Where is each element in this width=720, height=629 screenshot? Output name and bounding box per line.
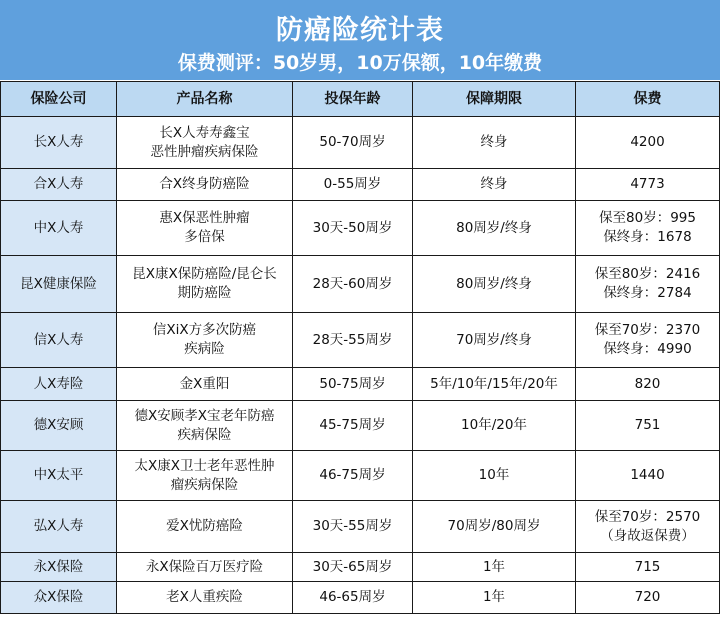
premium-line: 保至70岁：2370 xyxy=(594,322,701,338)
premium-line: 保至80岁：2416 xyxy=(594,266,701,282)
table-row xyxy=(1,401,720,451)
premium-line: 保终身：4990 xyxy=(603,341,692,357)
premium-line: 1440 xyxy=(630,467,665,483)
column-header-company: 保险公司 xyxy=(1,82,117,117)
premium-cell xyxy=(576,582,720,614)
table-row xyxy=(1,313,720,368)
table-header-row xyxy=(1,82,720,117)
company-cell: 信X人寿 xyxy=(1,313,117,368)
premium-line: 720 xyxy=(634,589,661,605)
table-row xyxy=(1,451,720,501)
product-cell xyxy=(117,368,293,401)
term-cell: 70周岁/终身 xyxy=(413,313,576,368)
product-name-line: 多倍保 xyxy=(184,229,225,245)
premium-cell xyxy=(576,401,720,451)
premium-cell xyxy=(576,368,720,401)
term-cell: 10年/20年 xyxy=(413,401,576,451)
premium-line: 保至80岁：995 xyxy=(599,210,696,226)
premium-line: 4200 xyxy=(630,134,665,150)
product-cell xyxy=(117,256,293,313)
company-cell: 昆X健康保险 xyxy=(1,256,117,313)
premium-line: 保终身：2784 xyxy=(603,285,692,301)
company-cell: 中X人寿 xyxy=(1,201,117,256)
product-cell xyxy=(117,451,293,501)
product-cell xyxy=(117,582,293,614)
term-cell: 80周岁/终身 xyxy=(413,201,576,256)
age-cell: 50-70周岁 xyxy=(293,117,413,169)
age-cell: 30天-50周岁 xyxy=(293,201,413,256)
table-row xyxy=(1,256,720,313)
product-cell xyxy=(117,117,293,169)
company-cell: 人X寿险 xyxy=(1,368,117,401)
product-name-line: 昆X康X保防癌险/昆仑长 xyxy=(132,266,277,282)
company-cell: 中X太平 xyxy=(1,451,117,501)
age-cell: 50-75周岁 xyxy=(293,368,413,401)
page-title: 防癌险统计表 xyxy=(276,15,444,46)
stats-table xyxy=(0,81,720,614)
product-name-line: 老X人重疾险 xyxy=(166,589,243,605)
company-cell: 弘X人寿 xyxy=(1,501,117,553)
product-cell xyxy=(117,501,293,553)
premium-cell xyxy=(576,451,720,501)
title-banner xyxy=(0,0,720,80)
product-name-line: 期防癌险 xyxy=(177,285,232,301)
term-cell: 终身 xyxy=(413,169,576,201)
column-header-age: 投保年龄 xyxy=(293,82,413,117)
premium-line: 保终身：1678 xyxy=(603,229,692,245)
term-cell: 终身 xyxy=(413,117,576,169)
product-cell xyxy=(117,553,293,582)
product-name-line: 爱X忧防癌险 xyxy=(166,518,243,534)
product-name-line: 疾病险 xyxy=(184,341,225,357)
product-name-line: 瘤疾病保险 xyxy=(170,476,239,493)
premium-cell xyxy=(576,169,720,201)
product-name-line: 德X安顾孝X宝老年防癌 xyxy=(134,407,275,424)
age-cell: 28天-60周岁 xyxy=(293,256,413,313)
term-cell: 80周岁/终身 xyxy=(413,256,576,313)
product-name-line: 长X人寿寿鑫宝 xyxy=(159,124,250,141)
table-row xyxy=(1,169,720,201)
premium-cell xyxy=(576,256,720,313)
product-name-line: 合X终身防癌险 xyxy=(159,176,250,192)
premium-line: 751 xyxy=(634,417,661,433)
age-cell: 46-65周岁 xyxy=(293,582,413,614)
table-row xyxy=(1,117,720,169)
premium-cell xyxy=(576,501,720,553)
premium-line: （身故返保费） xyxy=(600,527,695,544)
product-name-line: 金X重阳 xyxy=(179,375,230,392)
product-name-line: 永X保险百万医疗险 xyxy=(145,558,264,575)
product-cell xyxy=(117,201,293,256)
product-cell xyxy=(117,401,293,451)
table-row xyxy=(1,501,720,553)
product-name-line: 疾病保险 xyxy=(177,426,232,443)
product-name-line: 恶性肿瘤疾病保险 xyxy=(150,143,259,160)
premium-line: 4773 xyxy=(630,176,665,192)
company-cell: 众X保险 xyxy=(1,582,117,614)
premium-line: 820 xyxy=(634,375,661,392)
table-body xyxy=(1,117,720,614)
company-cell: 永X保险 xyxy=(1,553,117,582)
product-cell xyxy=(117,313,293,368)
product-name-line: 信XiX方多次防癌 xyxy=(152,322,257,338)
company-cell: 德X安顾 xyxy=(1,401,117,451)
premium-cell xyxy=(576,201,720,256)
age-cell: 30天-65周岁 xyxy=(293,553,413,582)
term-cell: 10年 xyxy=(413,451,576,501)
product-name-line: 太X康X卫士老年恶性肿 xyxy=(134,457,275,474)
table-row xyxy=(1,582,720,614)
column-header-term: 保障期限 xyxy=(413,82,576,117)
column-header-premium: 保费 xyxy=(576,82,720,117)
page-subtitle: 保费测评：50岁男，10万保额，10年缴费 xyxy=(177,52,543,74)
term-cell: 1年 xyxy=(413,553,576,582)
column-header-product: 产品名称 xyxy=(117,82,293,117)
term-cell: 1年 xyxy=(413,582,576,614)
premium-cell xyxy=(576,117,720,169)
table-row xyxy=(1,553,720,582)
age-cell: 46-75周岁 xyxy=(293,451,413,501)
age-cell: 0-55周岁 xyxy=(293,169,413,201)
company-cell: 长X人寿 xyxy=(1,117,117,169)
age-cell: 28天-55周岁 xyxy=(293,313,413,368)
age-cell: 30天-55周岁 xyxy=(293,501,413,553)
product-name-line: 惠X保恶性肿瘤 xyxy=(159,210,250,226)
age-cell: 45-75周岁 xyxy=(293,401,413,451)
premium-line: 715 xyxy=(634,558,661,575)
premium-cell xyxy=(576,313,720,368)
table-row xyxy=(1,368,720,401)
product-cell xyxy=(117,169,293,201)
table-row xyxy=(1,201,720,256)
premium-cell xyxy=(576,553,720,582)
premium-line: 保至70岁：2570 xyxy=(594,508,701,525)
company-cell: 合X人寿 xyxy=(1,169,117,201)
term-cell: 70周岁/80周岁 xyxy=(413,501,576,553)
term-cell: 5年/10年/15年/20年 xyxy=(413,368,576,401)
